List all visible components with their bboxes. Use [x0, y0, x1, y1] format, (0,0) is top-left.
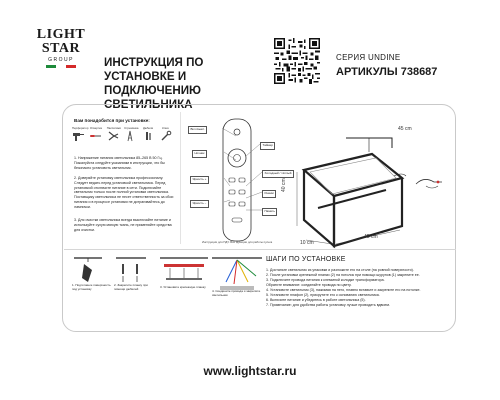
tool-label: Перфоратор	[72, 126, 89, 130]
tool-pliers	[107, 126, 120, 142]
screwdriver-icon	[89, 130, 102, 142]
wrench-icon	[159, 130, 172, 142]
callout-leader-lines	[200, 124, 280, 224]
tool-wrench	[159, 126, 172, 142]
remote-callout-mode: Режим	[262, 190, 276, 198]
hand-remote-icon	[414, 174, 444, 192]
step-1-caption: 1. Подготовьте поверхность под установку	[72, 283, 111, 291]
article-number: АРТИКУЛЫ 738687	[336, 66, 438, 78]
step-item: 4. Установите светильник (3), нажимая на него, плавно вставьте и закрепите его на потолке.	[266, 288, 421, 292]
website-link[interactable]: www.lightstar.ru	[203, 364, 297, 378]
logo-line-light: LIGHT	[36, 27, 86, 42]
remote-callout-color: Холодный / тёплый	[262, 170, 294, 178]
safety-note-3: 3. Для очистки светильника всегда выключайте питание и используйте сухую мягкую ткань, не применяйте средства для очистки.	[74, 218, 172, 232]
column-divider	[180, 112, 181, 244]
safety-note-2: 2. Доверяйте установку светильника профессионалу. Следует ведать перед установкой светильника. Перед установкой отключите питание в сети. Подключайте светильник только после полной установки светильника. Поставщику светильника не несет ответственность за сбои питания и в процессе установки не дотрагивайтесь до лампочки.	[74, 176, 174, 209]
safety-note-1: 1. Напряжение питания светильника 85–265 В 50 Гц. Пожалуйста следуйте указаниям в инструкции, что бы безопасно установить светильник.	[74, 156, 165, 170]
step-item: 5. Установите плафон (2), прикрутите его к основанию светильника.	[266, 293, 380, 297]
dim-height: 40 cm	[281, 178, 287, 192]
step-item: Обратите внимание: соединяйте провода по цвету.	[266, 283, 352, 287]
steps-list	[266, 268, 452, 308]
dowel-icon	[142, 130, 155, 142]
brand-logo	[36, 28, 86, 88]
tool-ladder	[124, 126, 137, 142]
ladder-icon	[124, 130, 137, 142]
step-2-caption: 2. Закрепите планку при помощи дюбелей	[114, 283, 148, 291]
step-4-caption: 4. Соедините провода и закрепите светильник	[212, 289, 261, 297]
tool-label: Пассатижи	[106, 126, 121, 130]
dim-side: 45 cm	[398, 126, 412, 132]
remote-callout-timer: Таймер	[260, 142, 275, 150]
drill-icon	[72, 130, 85, 142]
remote-callout-bright-up: Яркость +	[190, 176, 209, 184]
step-item: 1. Достаньте светильник из упаковки и разложите его на столе (на ровной поверхности).	[266, 268, 414, 272]
qr-code-icon[interactable]	[274, 38, 320, 84]
step-item: 7. Примечание: для удобства работы установку лучше проводить вдвоем.	[266, 303, 390, 307]
step-3-figure	[160, 256, 208, 312]
title-line-1: ИНСТРУКЦИЯ ПО УСТАНОВКЕ И	[104, 56, 204, 83]
lamp-dimension-drawing	[296, 136, 408, 246]
remote-callout-power: Вкл./выкл.	[188, 126, 207, 134]
dim-width: 45 cm	[364, 234, 378, 240]
step-item: 2. После установки крепежной планки (2) на потолок при помощи шурупов (1) закрепите ее.	[266, 273, 420, 277]
steps-heading: ШАГИ ПО УСТАНОВКЕ	[266, 256, 346, 263]
title-line-2: ПОДКЛЮЧЕНИЮ СВЕТИЛЬНИКА	[104, 84, 202, 111]
tool-label: Стремянка	[124, 126, 139, 130]
tool-label: Ключ	[162, 126, 169, 130]
remote-callout-memory: Память	[262, 208, 277, 216]
tool-label: Дюбели	[142, 126, 154, 130]
tool-screwdriver	[89, 126, 102, 142]
logo-line-group: GROUP	[48, 57, 74, 63]
step-3-caption: 3. Установите крепежную планку	[160, 285, 206, 289]
tool-dowel	[142, 126, 155, 142]
tools-heading: Вам понадобится при установке:	[74, 118, 150, 123]
series-label: СЕРИЯ UNDINE	[336, 53, 401, 62]
tool-label: Отвертка	[89, 126, 102, 130]
remote-caption: Инструкция для ПДУ. Все функции для работы пульта	[202, 240, 273, 244]
panel-divider	[64, 249, 456, 250]
tool-drill	[72, 126, 89, 142]
step-item: 3. Подключите провода питания к клеммной колодке трансформатора.	[266, 278, 385, 282]
remote-callout-bright-down: Яркость −	[190, 200, 209, 208]
logo-line-star: STAR	[41, 41, 81, 56]
pliers-icon	[107, 130, 120, 142]
remote-callout-night: Ночник	[192, 150, 207, 158]
dim-depth: 10 cm	[300, 240, 314, 246]
step-4-figure	[212, 256, 262, 312]
italian-flag-icon	[46, 65, 76, 68]
step-item: 6. Включите питание и убедитесь в работе светильника (5).	[266, 298, 366, 302]
tools-row	[72, 126, 172, 142]
